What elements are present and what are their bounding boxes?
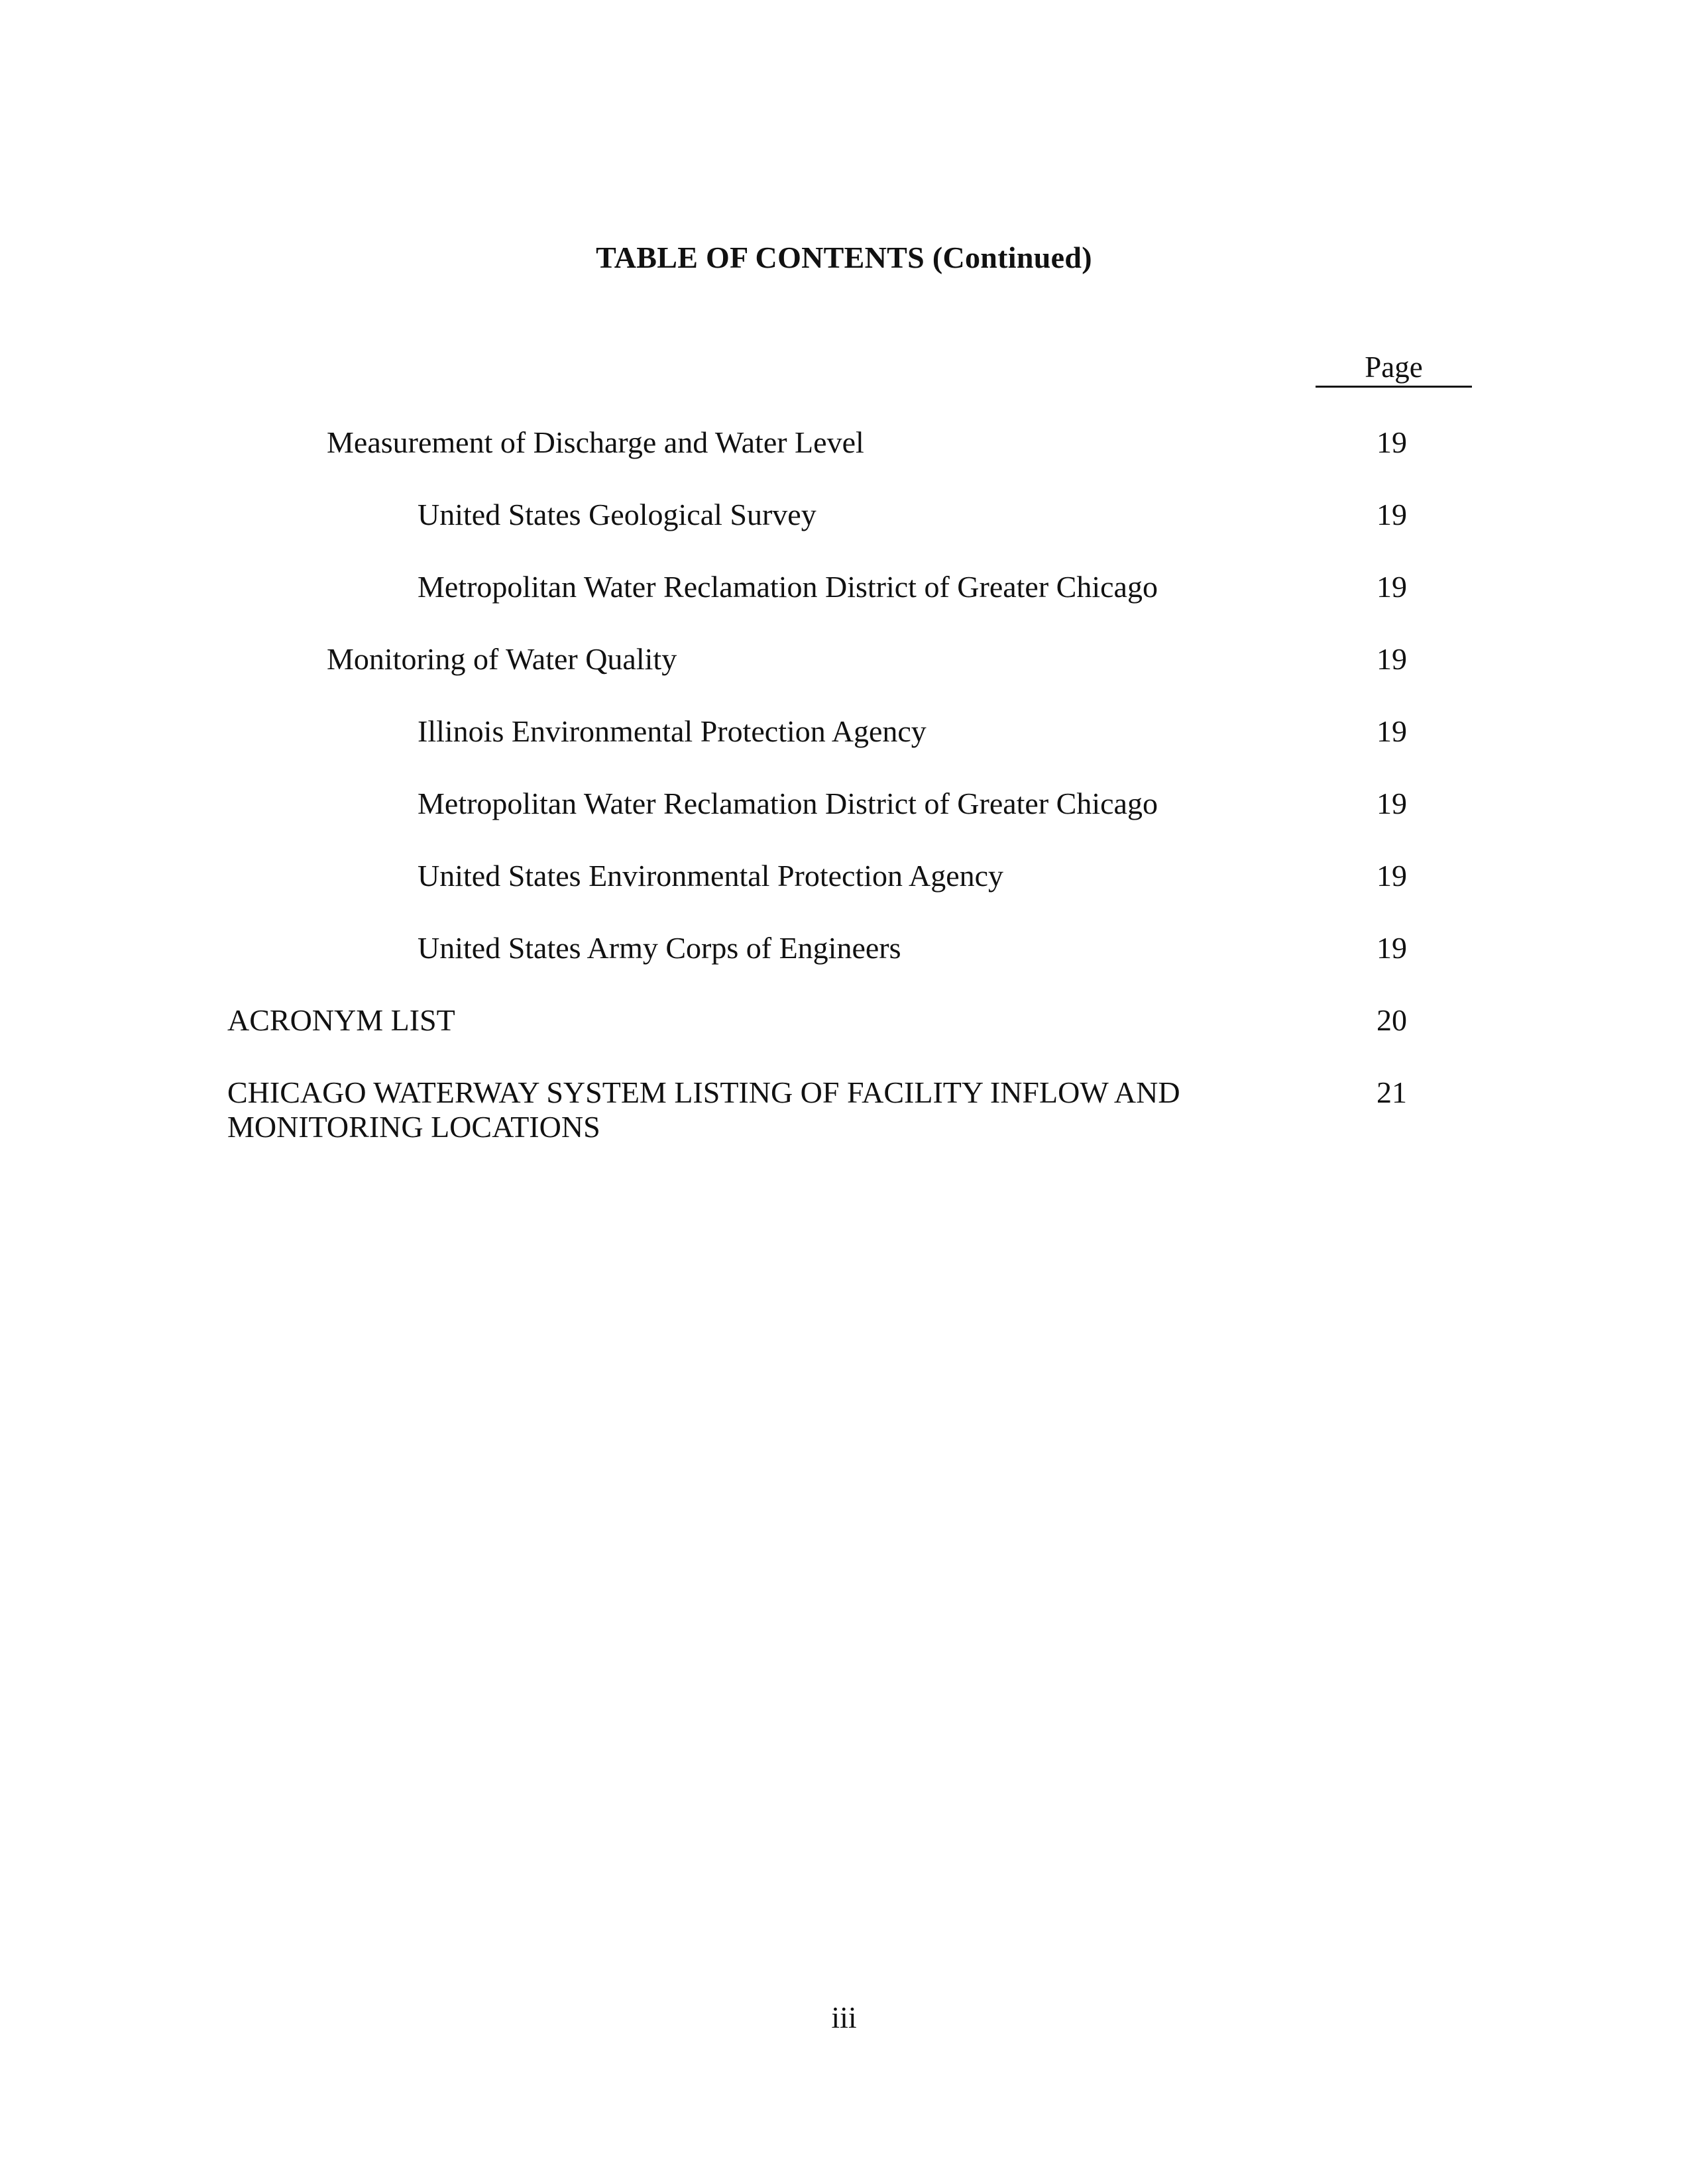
toc-entry-page: 19 [1377,642,1407,676]
toc-entry-title: United States Geological Survey [418,498,816,531]
toc-entry-page: 20 [1377,1003,1407,1037]
toc-entry-page: 19 [1377,714,1407,748]
toc-entry-page: 21 [1377,1075,1407,1109]
toc-entry-title: United States Environmental Protection Agency [418,859,1004,893]
toc-entry-title: Illinois Environmental Protection Agency [418,714,927,748]
toc-entry-page: 19 [1377,859,1407,893]
toc-entry-title: Monitoring of Water Quality [327,642,677,676]
toc-entry-page: 19 [1377,425,1407,459]
toc-entry-title: ACRONYM LIST [227,1003,455,1037]
toc-entry-title: Metropolitan Water Reclamation District of Greater Chicago [418,570,1158,604]
toc-entry-title: CHICAGO WATERWAY SYSTEM LISTING OF FACILITY INFLOW AND MONITORING LOCATIONS [227,1075,1180,1144]
toc-entry-title: Measurement of Discharge and Water Level [327,425,864,459]
toc-entry-page: 19 [1377,787,1407,820]
toc-entry-page: 19 [1377,498,1407,531]
toc-entry-page: 19 [1377,570,1407,604]
page-title: TABLE OF CONTENTS (Continued) [596,241,1092,274]
page-number: iii [831,2000,857,2034]
toc-entry-title: United States Army Corps of Engineers [418,931,901,965]
page-column-header: Page [1316,350,1472,388]
toc-entry-title: Metropolitan Water Reclamation District of Greater Chicago [418,787,1158,820]
toc-entry-page: 19 [1377,931,1407,965]
